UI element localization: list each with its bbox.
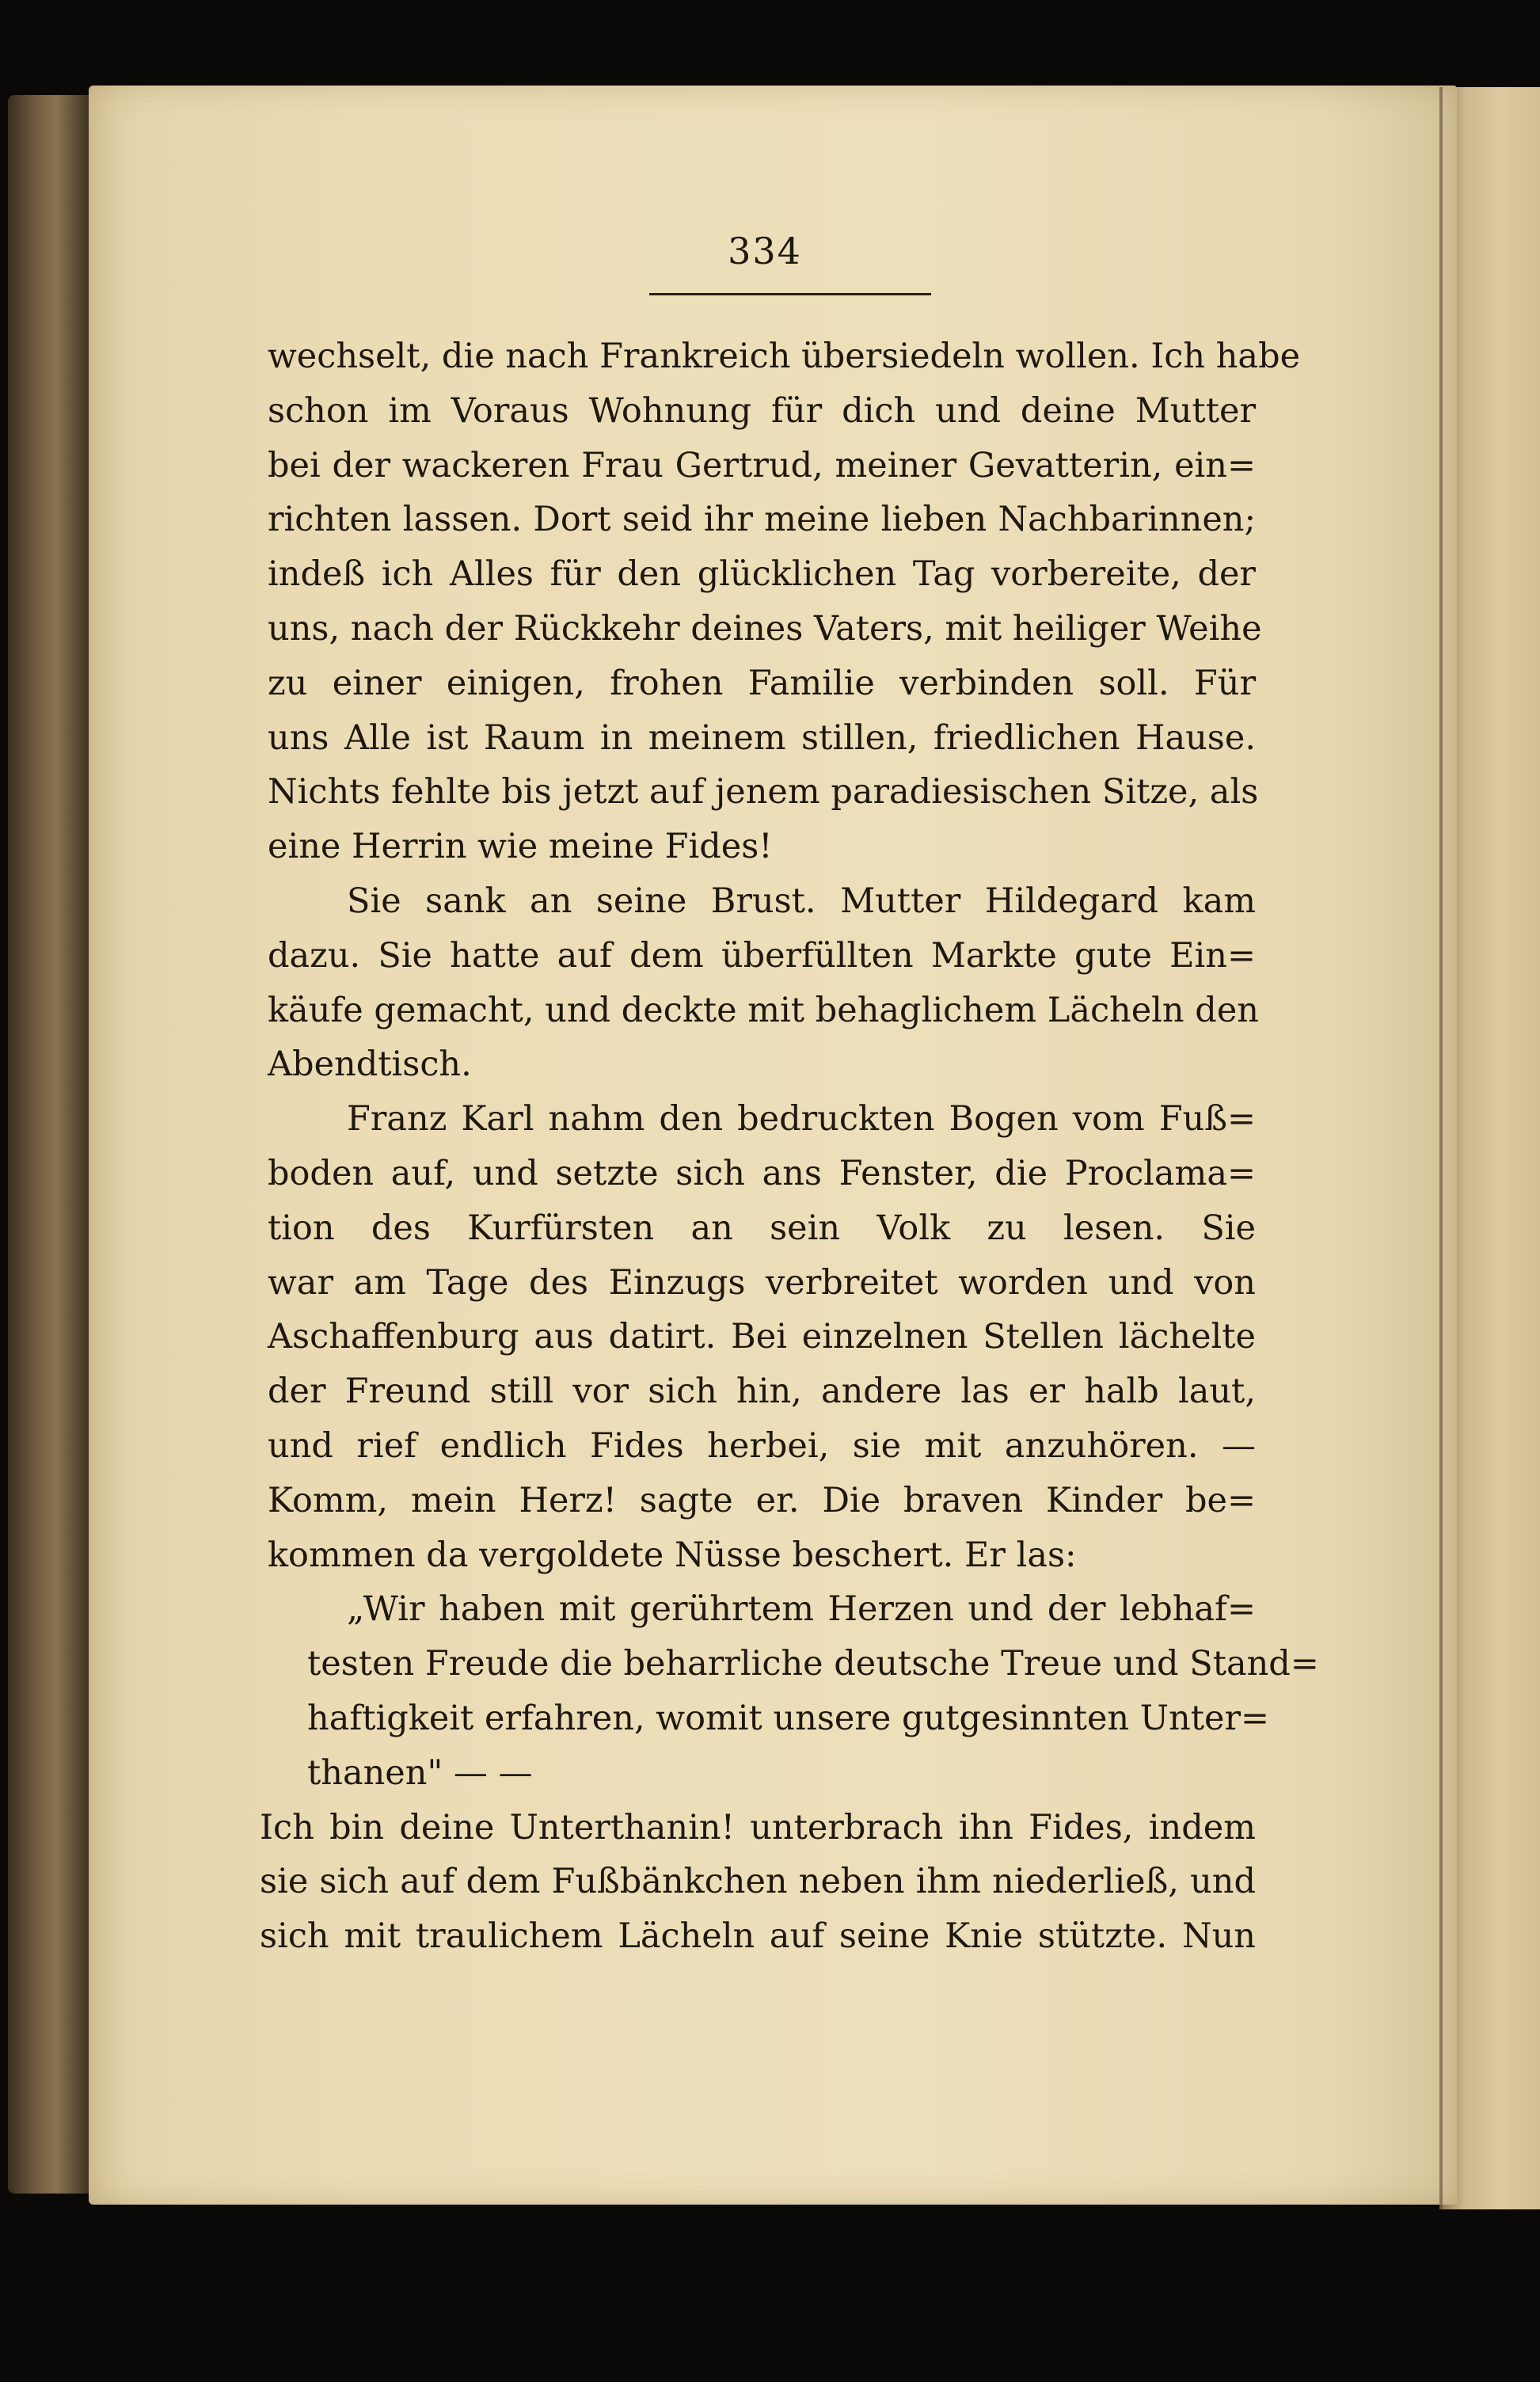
text-line: käufe gemacht, und deckte mit behaglichem Lächeln den xyxy=(268,990,1259,1030)
text-line: Nichts fehlte bis jetzt auf jenem paradiesischen Sitze, als xyxy=(268,772,1259,812)
text-line: war am Tage des Einzugs verbreitet worden und von xyxy=(268,1262,1256,1303)
text-line: Abendtisch. xyxy=(268,1045,472,1085)
text-line: dazu. Sie hatte auf dem überfüllten Markte gute Ein= xyxy=(268,935,1256,976)
text-line: boden auf, und setzte sich ans Fenster, die Proclama= xyxy=(268,1153,1256,1193)
text-line: indeß ich Alles für den glücklichen Tag vorbereite, der xyxy=(268,554,1256,595)
body-text xyxy=(260,329,1319,1964)
gutter xyxy=(1439,87,1443,2209)
text-line: richten lassen. Dort seid ihr meine lieben Nachbarinnen; xyxy=(268,500,1256,540)
text-line: uns Alle ist Raum in meinem stillen, friedlichen Hause. xyxy=(268,717,1256,758)
text-line: wechselt, die nach Frankreich übersiedeln wollen. Ich habe xyxy=(268,337,1301,376)
header-rule xyxy=(649,293,931,295)
text-line: Ich bin deine Unterthanin! unterbrach ihn Fides, indem xyxy=(260,1807,1256,1847)
text-line: Sie sank an seine Brust. Mutter Hildegard kam xyxy=(347,881,1256,921)
text-line: zu einer einigen, frohen Familie verbinden soll. Für xyxy=(268,663,1256,703)
book-page-edges xyxy=(8,95,95,2194)
text-line: der Freund still vor sich hin, andere las er halb laut, xyxy=(268,1372,1256,1412)
text-line: Franz Karl nahm den bedruckten Bogen vom Fuß= xyxy=(347,1099,1256,1140)
quote-line: haftigkeit erfahren, womit unsere gutgesinnten Unter= xyxy=(307,1698,1270,1738)
text-line: und rief endlich Fides herbei, sie mit anzuhören. — xyxy=(268,1425,1256,1466)
text-line: uns, nach der Rückkehr deines Vaters, mit heiliger Weihe xyxy=(268,608,1262,649)
page-number: 334 xyxy=(728,230,802,272)
text-line: Komm, mein Herz! sagte er. Die braven Kinder be= xyxy=(268,1480,1256,1520)
text-line: tion des Kurfürsten an sein Volk zu lesen. Sie xyxy=(268,1208,1256,1248)
text-line: Aschaffenburg aus datirt. Bei einzelnen Stellen lächelte xyxy=(268,1317,1256,1357)
text-line: sie sich auf dem Fußbänkchen neben ihm niederließ, und xyxy=(260,1862,1256,1902)
text-line: kommen da vergoldete Nüsse beschert. Er las: xyxy=(268,1535,1077,1575)
text-line: eine Herrin wie meine Fides! xyxy=(268,827,773,867)
text-line: sich mit traulichem Lächeln auf seine Knie stützte. Nun xyxy=(260,1916,1256,1957)
quote-line: testen Freude die beharrliche deutsche Treue und Stand= xyxy=(307,1644,1319,1684)
text-line: bei der wackeren Frau Gertrud, meiner Gevatterin, ein= xyxy=(268,445,1256,485)
quote-line: „Wir haben mit gerührtem Herzen und der lebhaf= xyxy=(347,1589,1256,1630)
quote-line: thanen" — — xyxy=(307,1752,533,1793)
text-line: schon im Voraus Wohnung für dich und deine Mutter xyxy=(268,390,1256,431)
